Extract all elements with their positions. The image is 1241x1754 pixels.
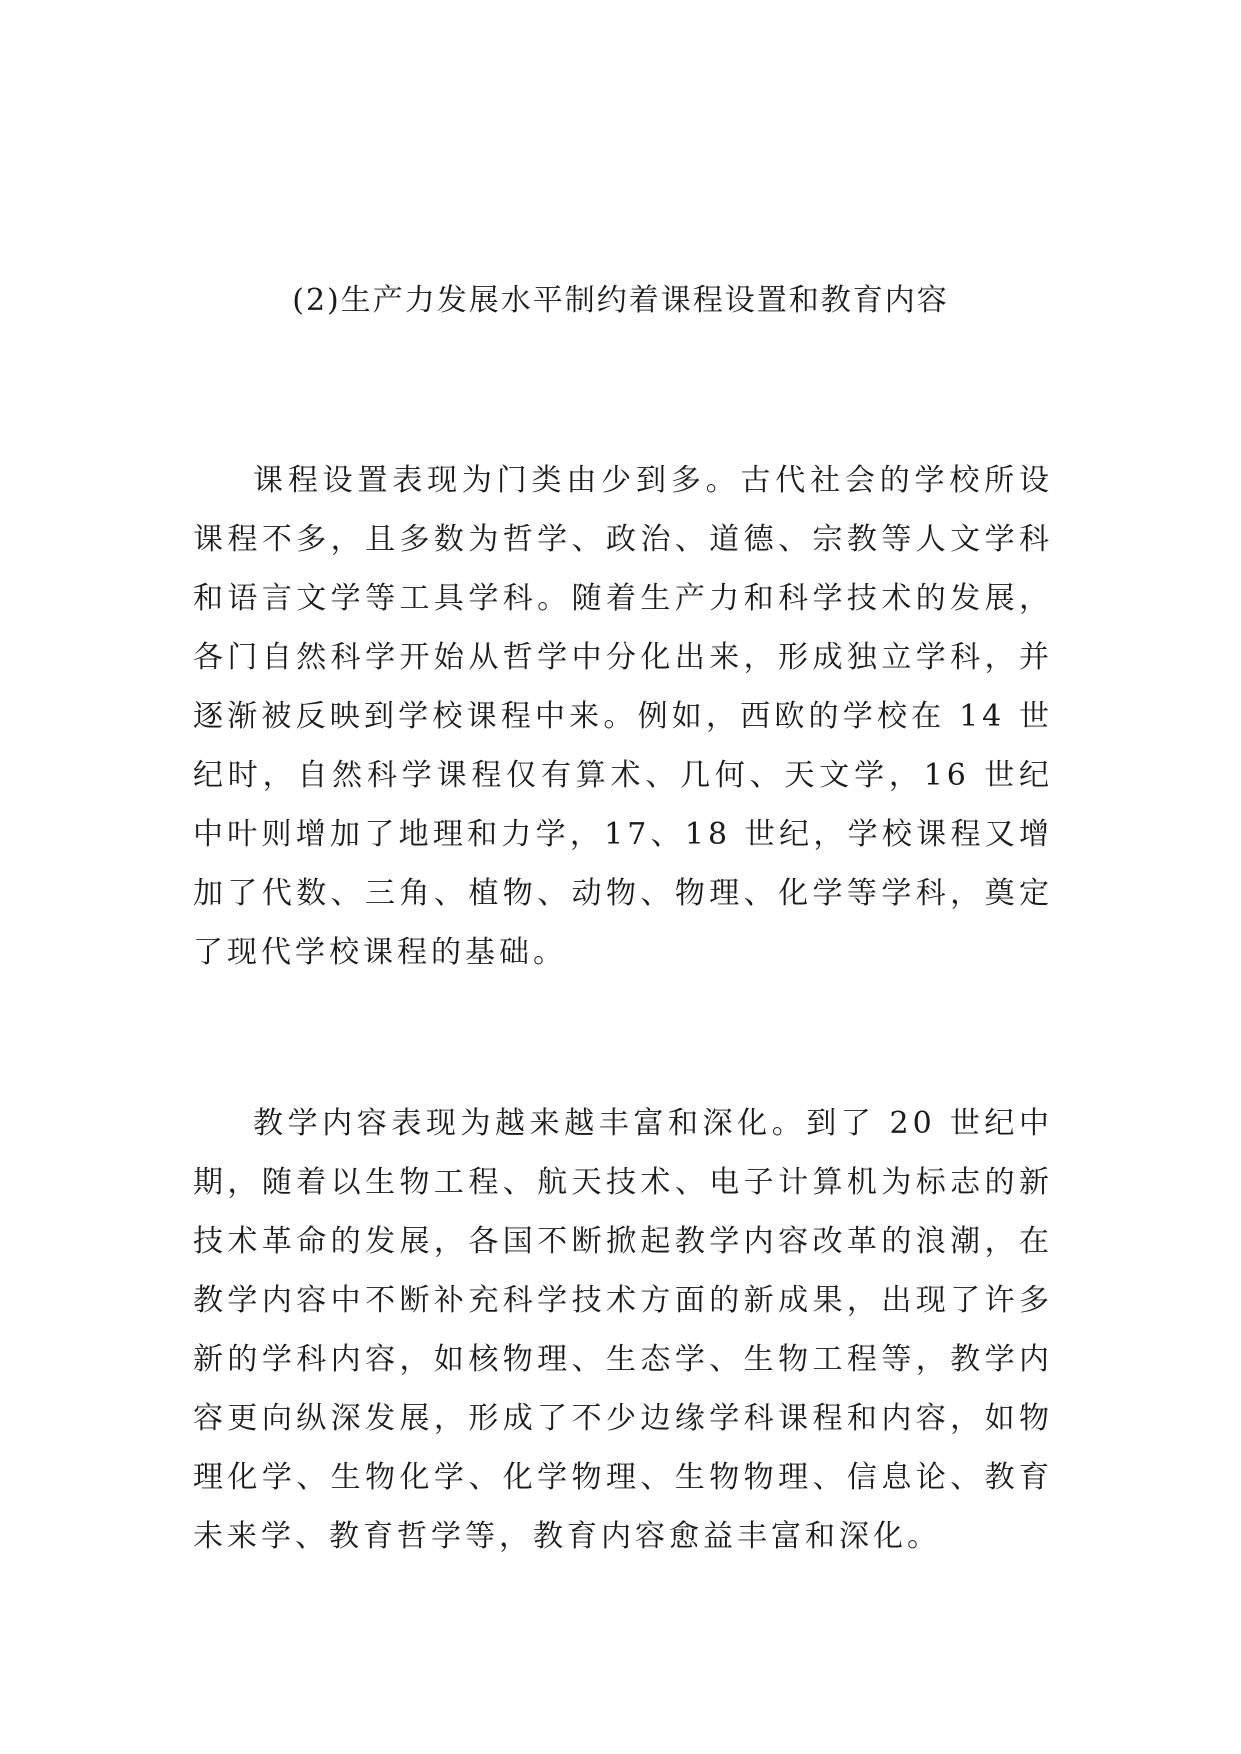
paragraph-curriculum: 课程设置表现为门类由少到多。古代社会的学校所设课程不多，且多数为哲学、政治、道德、宗教等人文学科和语言文学等工具学科。随着生产力和科学技术的发展，各门自然科学开始从哲学中分化出来，形成独立学科，并逐渐被反映到学校课程中来。例如，西欧的学校在 14 世纪时，自然科学课程仅有算术、几何、天文学，16 世纪中叶则增加了地理和力学，17、18 世纪，学校课程又增加了代数、三角、植物、动物、物理、化学等学科，奠定了现代学校课程的基础。 (193, 463, 1053, 970)
section-heading: (2)生产力发展水平制约着课程设置和教育内容 (292, 283, 949, 318)
paragraph-teaching-content: 教学内容表现为越来越丰富和深化。到了 20 世纪中期，随着以生物工程、航天技术、电子计算机为标志的新技术革命的发展，各国不断掀起教学内容改革的浪潮，在教学内容中不断补充科学技术方面的新成果，出现了许多新的学科内容，如核物理、生态学、生物工程等，教学内容更向纵深发展，形成了不少边缘学科课程和内容，如物理化学、生物化学、化学物理、生物物理、信息论、教育未来学、教育哲学等，教育内容愈益丰富和深化。 (193, 1106, 1053, 1554)
